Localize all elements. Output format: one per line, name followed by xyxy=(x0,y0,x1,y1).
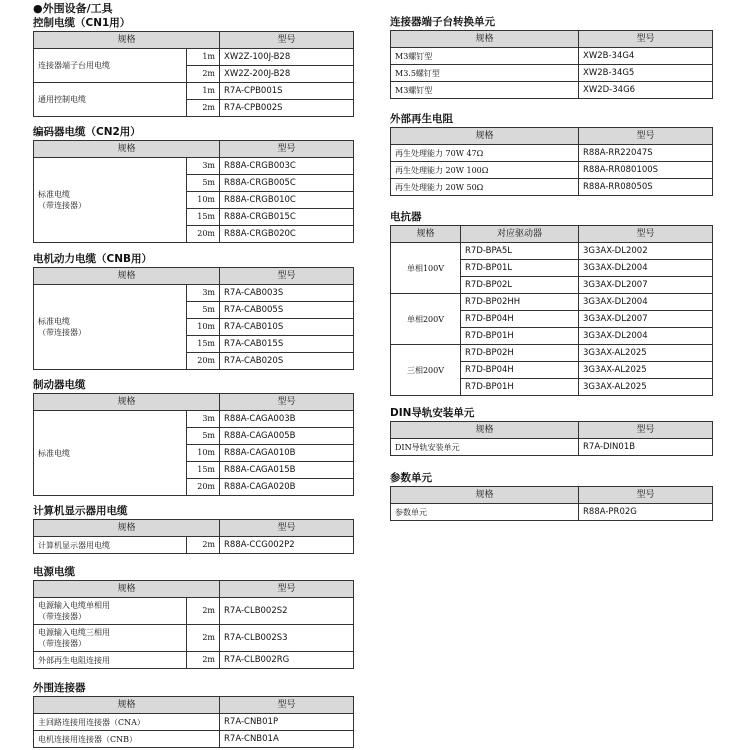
model-cell: R88A-CAGA003B xyxy=(220,411,354,428)
model-cell: R7A-CAB010S xyxy=(220,319,354,336)
header-driver: 对应驱动器 xyxy=(461,226,579,243)
table-row xyxy=(391,145,713,162)
model-cell: R7A-CPB001S xyxy=(220,83,354,100)
reactor-table xyxy=(390,225,713,396)
model-cell: 3G3AX-DL2004 xyxy=(579,294,713,311)
model-cell: R88A-RR080100S xyxy=(579,162,713,179)
length-cell: 5m xyxy=(187,175,220,192)
model-cell: 3G3AX-DL2004 xyxy=(579,260,713,277)
model-cell: R88A-CAGA005B xyxy=(220,428,354,445)
spec-cell: 单相200V xyxy=(391,294,461,345)
table-row xyxy=(391,345,713,362)
model-cell: 3G3AX-DL2002 xyxy=(579,243,713,260)
table-row xyxy=(34,652,354,669)
spec-cell: M3螺钉型 xyxy=(391,48,579,65)
table-header xyxy=(391,31,713,48)
section-reactor xyxy=(390,209,713,396)
model-cell: XW2B-34G5 xyxy=(579,65,713,82)
model-cell: R88A-PR02G xyxy=(579,504,713,521)
model-cell: R88A-CRGB010C xyxy=(220,192,354,209)
spec-cell: 参数单元 xyxy=(391,504,579,521)
cn1-table xyxy=(33,31,354,117)
section-din-rail xyxy=(390,405,713,456)
length-cell: 2m xyxy=(187,625,220,652)
table-header xyxy=(34,268,354,285)
length-cell: 5m xyxy=(187,302,220,319)
length-cell: 20m xyxy=(187,479,220,496)
header-model: 型号 xyxy=(579,128,713,145)
driver-cell: R7D-BP01H xyxy=(461,328,579,345)
header-spec: 规格 xyxy=(34,581,220,598)
header-model: 型号 xyxy=(220,520,354,537)
table-row xyxy=(391,439,713,456)
length-cell: 15m xyxy=(187,462,220,479)
length-cell: 2m xyxy=(187,537,220,554)
length-cell: 20m xyxy=(187,226,220,243)
pc-table xyxy=(33,519,354,554)
model-cell: 3G3AX-AL2025 xyxy=(579,345,713,362)
model-cell: R7A-CAB015S xyxy=(220,336,354,353)
model-cell: 3G3AX-DL2004 xyxy=(579,328,713,345)
table-header xyxy=(391,128,713,145)
model-cell: R7A-DIN01B xyxy=(579,439,713,456)
header-spec: 规格 xyxy=(391,226,461,243)
model-cell: R7A-CAB005S xyxy=(220,302,354,319)
section-title: 电源电缆 xyxy=(33,566,75,578)
spec-cell: 连接器端子台用电缆 xyxy=(34,49,187,83)
model-cell: R88A-CRGB020C xyxy=(220,226,354,243)
table-row xyxy=(391,162,713,179)
spec-cell: 再生处理能力 20W 50Ω xyxy=(391,179,579,196)
header-model: 型号 xyxy=(220,394,354,411)
length-cell: 1m xyxy=(187,49,220,66)
header-spec: 规格 xyxy=(34,32,220,49)
driver-cell: R7D-BP02HH xyxy=(461,294,579,311)
driver-cell: R7D-BP04H xyxy=(461,311,579,328)
model-cell: 3G3AX-DL2007 xyxy=(579,311,713,328)
driver-cell: R7D-BP02L xyxy=(461,277,579,294)
din-table xyxy=(390,421,713,456)
spec-cell: 电机连接用连接器（CNB） xyxy=(34,731,220,748)
section-title: 电机动力电缆（CNB用） xyxy=(33,253,152,265)
header-spec: 规格 xyxy=(34,141,220,158)
table-row xyxy=(391,294,713,311)
length-cell: 2m xyxy=(187,66,220,83)
table-row xyxy=(34,537,354,554)
section-title: 参数单元 xyxy=(390,472,432,484)
header-model: 型号 xyxy=(579,422,713,439)
table-row xyxy=(34,158,354,175)
model-cell: R7A-CAB020S xyxy=(220,353,354,370)
spec-cell: 计算机显示器用电缆 xyxy=(34,537,187,554)
section-title: 控制电缆（CN1用） xyxy=(33,17,131,29)
spec-cell: 再生处理能力 70W 47Ω xyxy=(391,145,579,162)
section-cnb-cable xyxy=(33,251,354,370)
length-cell: 15m xyxy=(187,336,220,353)
spec-cell: 电源输入电缆单相用 （带连接器） xyxy=(34,598,187,625)
table-header xyxy=(391,487,713,504)
length-cell: 10m xyxy=(187,192,220,209)
table-row xyxy=(391,243,713,260)
table-header xyxy=(34,32,354,49)
header-spec: 规格 xyxy=(34,268,220,285)
model-cell: XW2B-34G4 xyxy=(579,48,713,65)
spec-cell: 主回路连接用连接器（CNA） xyxy=(34,714,220,731)
header-model: 型号 xyxy=(220,697,354,714)
length-cell: 5m xyxy=(187,428,220,445)
table-row xyxy=(34,625,354,652)
model-cell: R88A-CAGA010B xyxy=(220,445,354,462)
table-row xyxy=(34,731,354,748)
table-header xyxy=(391,226,713,243)
header-spec: 规格 xyxy=(391,31,579,48)
spec-cell: 再生处理能力 20W 100Ω xyxy=(391,162,579,179)
model-cell: XW2Z-100J-B28 xyxy=(220,49,354,66)
model-cell: XW2D-34G6 xyxy=(579,82,713,99)
section-pc-cable xyxy=(33,503,354,554)
model-cell: R88A-CAGA015B xyxy=(220,462,354,479)
table-row xyxy=(391,65,713,82)
spec-cell: 标准电缆 （带连接器） xyxy=(34,158,187,243)
table-row xyxy=(391,82,713,99)
spec-cell: 电源输入电缆三相用 （带连接器） xyxy=(34,625,187,652)
length-cell: 3m xyxy=(187,158,220,175)
section-parameter-unit xyxy=(390,470,713,521)
driver-cell: R7D-BP01H xyxy=(461,379,579,396)
model-cell: R88A-CCG002P2 xyxy=(220,537,354,554)
model-cell: R88A-RR22047S xyxy=(579,145,713,162)
page-title: ●外围设备/工具 xyxy=(33,2,113,15)
spec-cell: 标准电缆 xyxy=(34,411,187,496)
table-row xyxy=(34,83,354,100)
length-cell: 20m xyxy=(187,353,220,370)
table-row xyxy=(391,179,713,196)
connectors-table xyxy=(33,696,354,748)
model-cell: R7A-CAB003S xyxy=(220,285,354,302)
section-title: 电抗器 xyxy=(390,211,422,223)
param-table xyxy=(390,486,713,521)
spec-cell: M3.5螺钉型 xyxy=(391,65,579,82)
model-cell: R88A-CAGA020B xyxy=(220,479,354,496)
header-spec: 规格 xyxy=(391,422,579,439)
model-cell: 3G3AX-DL2007 xyxy=(579,277,713,294)
section-power-cable xyxy=(33,564,354,669)
section-title: 连接器端子台转换单元 xyxy=(390,16,495,28)
table-header xyxy=(34,141,354,158)
section-terminal-unit xyxy=(390,14,713,99)
driver-cell: R7D-BP01L xyxy=(461,260,579,277)
model-cell: R7A-CLB002S3 xyxy=(220,625,354,652)
header-model: 型号 xyxy=(220,581,354,598)
model-cell: R7A-CPB002S xyxy=(220,100,354,117)
header-spec: 规格 xyxy=(34,520,220,537)
spec-cell: DIN导轨安装单元 xyxy=(391,439,579,456)
driver-cell: R7D-BP04H xyxy=(461,362,579,379)
driver-cell: R7D-BP02H xyxy=(461,345,579,362)
section-peripheral-connectors xyxy=(33,680,354,748)
length-cell: 10m xyxy=(187,445,220,462)
header-model: 型号 xyxy=(579,31,713,48)
spec-cell: 外部再生电阻连接用 xyxy=(34,652,187,669)
model-cell: XW2Z-200J-B28 xyxy=(220,66,354,83)
header-spec: 规格 xyxy=(34,394,220,411)
table-row xyxy=(34,285,354,302)
table-row xyxy=(34,49,354,66)
length-cell: 3m xyxy=(187,411,220,428)
power-table xyxy=(33,580,354,669)
length-cell: 3m xyxy=(187,285,220,302)
model-cell: R7A-CLB002RG xyxy=(220,652,354,669)
length-cell: 2m xyxy=(187,652,220,669)
table-header xyxy=(34,520,354,537)
section-cn2-cable xyxy=(33,124,354,243)
table-header xyxy=(34,697,354,714)
section-regen-resistor xyxy=(390,111,713,196)
length-cell: 2m xyxy=(187,598,220,625)
section-brake-cable xyxy=(33,377,354,496)
model-cell: R88A-CRGB015C xyxy=(220,209,354,226)
spec-cell: 通用控制电缆 xyxy=(34,83,187,117)
section-title: 外部再生电阻 xyxy=(390,113,453,125)
model-cell: 3G3AX-AL2025 xyxy=(579,362,713,379)
table-row xyxy=(34,411,354,428)
model-cell: R88A-CRGB005C xyxy=(220,175,354,192)
cn2-table xyxy=(33,140,354,243)
section-title: 计算机显示器用电缆 xyxy=(33,505,128,517)
section-title: 外围连接器 xyxy=(33,682,86,694)
terminal-table xyxy=(390,30,713,99)
length-cell: 1m xyxy=(187,83,220,100)
section-title: DIN导轨安装单元 xyxy=(390,407,475,419)
section-cn1-cable xyxy=(33,15,354,117)
section-title: 制动器电缆 xyxy=(33,379,86,391)
model-cell: R7A-CNB01A xyxy=(220,731,354,748)
table-row xyxy=(391,48,713,65)
header-spec: 规格 xyxy=(391,487,579,504)
header-model: 型号 xyxy=(220,141,354,158)
brake-table xyxy=(33,393,354,496)
table-header xyxy=(391,422,713,439)
table-row xyxy=(391,504,713,521)
table-row xyxy=(34,714,354,731)
model-cell: R7A-CNB01P xyxy=(220,714,354,731)
cnb-table xyxy=(33,267,354,370)
section-title: 编码器电缆（CN2用） xyxy=(33,126,141,138)
header-model: 型号 xyxy=(579,226,713,243)
model-cell: R88A-CRGB003C xyxy=(220,158,354,175)
driver-cell: R7D-BPA5L xyxy=(461,243,579,260)
header-spec: 规格 xyxy=(391,128,579,145)
header-model: 型号 xyxy=(220,32,354,49)
model-cell: 3G3AX-AL2025 xyxy=(579,379,713,396)
length-cell: 15m xyxy=(187,209,220,226)
table-header xyxy=(34,394,354,411)
model-cell: R88A-RR08050S xyxy=(579,179,713,196)
regen-table xyxy=(390,127,713,196)
length-cell: 2m xyxy=(187,100,220,117)
header-model: 型号 xyxy=(579,487,713,504)
spec-cell: 三相200V xyxy=(391,345,461,396)
header-spec: 规格 xyxy=(34,697,220,714)
spec-cell: 标准电缆 （带连接器） xyxy=(34,285,187,370)
length-cell: 10m xyxy=(187,319,220,336)
table-row xyxy=(34,598,354,625)
header-model: 型号 xyxy=(220,268,354,285)
spec-cell: 单相100V xyxy=(391,243,461,294)
model-cell: R7A-CLB002S2 xyxy=(220,598,354,625)
table-header xyxy=(34,581,354,598)
spec-cell: M3螺钉型 xyxy=(391,82,579,99)
